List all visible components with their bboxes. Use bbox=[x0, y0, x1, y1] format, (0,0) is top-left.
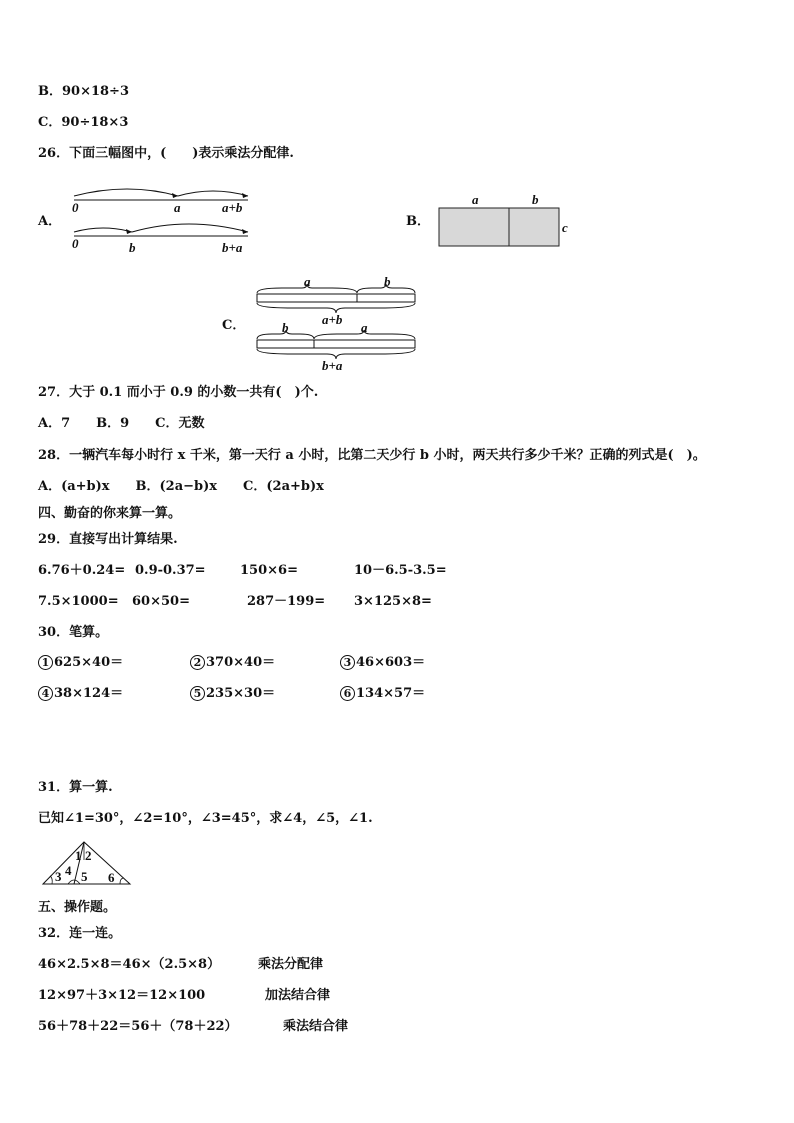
number-line-diagram-a bbox=[68, 184, 268, 256]
written-calc-expr: 370×40＝ bbox=[206, 655, 276, 670]
match-right-item: 乘法分配律 bbox=[258, 957, 324, 972]
diagram-c-bottom-a: a bbox=[361, 320, 368, 335]
diagram-b-label-c: c bbox=[562, 220, 568, 235]
diagram-a-top-a: a bbox=[174, 200, 181, 215]
calc-item: 60×50= bbox=[132, 594, 190, 609]
circled-number: 4 bbox=[38, 686, 53, 701]
circled-number: 1 bbox=[38, 655, 53, 670]
diagram-c-bottom-sum: b+a bbox=[322, 358, 343, 372]
calc-item: 10－6.5-3.5= bbox=[354, 563, 447, 578]
written-calc-item bbox=[190, 686, 275, 702]
rectangle-diagram-b bbox=[436, 192, 576, 250]
triangle-angle-diagram bbox=[40, 838, 134, 888]
diagram-b-label-b: b bbox=[532, 192, 539, 207]
question-26: 26．下面三幅图中，( )表示乘法分配律. bbox=[38, 146, 294, 161]
question-31-text: 已知∠1=30°，∠2=10°，∠3=45°，求∠4，∠5，∠1. bbox=[38, 811, 373, 826]
circled-number: 6 bbox=[340, 686, 355, 701]
written-calc-item bbox=[38, 686, 123, 702]
calc-item: 7.5×1000= bbox=[38, 594, 119, 609]
diagram-b-label-a: a bbox=[472, 192, 479, 207]
match-left-item: 12×97＋3×12＝12×100 bbox=[38, 988, 206, 1003]
match-right-item: 乘法结合律 bbox=[283, 1019, 349, 1034]
diagram-c-top-a: a bbox=[304, 276, 311, 289]
brace-diagram-c bbox=[252, 276, 422, 372]
written-calc-expr: 235×30＝ bbox=[206, 686, 276, 701]
diagram-a-bottom-b: b bbox=[129, 240, 136, 255]
circled-number: 2 bbox=[190, 655, 205, 670]
match-left-item: 56＋78＋22＝56＋（78＋22） bbox=[38, 1019, 238, 1034]
calc-item: 3×125×8= bbox=[354, 594, 432, 609]
calc-item: 6.76＋0.24= bbox=[38, 563, 126, 578]
diagram-a-top-0: 0 bbox=[72, 200, 79, 215]
angle-label-2: 2 bbox=[85, 848, 92, 863]
calc-item: 287－199= bbox=[247, 594, 326, 609]
angle-label-1: 1 bbox=[75, 848, 82, 863]
question-32: 32．连一连。 bbox=[38, 926, 122, 941]
question-28-options: A．(a+b)x B．(2a−b)x C．(2a+b)x bbox=[38, 479, 324, 494]
angle-label-5: 5 bbox=[81, 869, 88, 884]
written-calc-item bbox=[340, 686, 425, 702]
written-calc-expr: 46×603＝ bbox=[356, 655, 426, 670]
calc-item: 0.9-0.37= bbox=[135, 563, 206, 578]
question-28: 28．一辆汽车每小时行 x 千米，第一天行 a 小时，比第二天少行 b 小时，两天共行多少千米？正确的列式是( )。 bbox=[38, 448, 706, 463]
option-b-25: B．90×18÷3 bbox=[38, 84, 130, 99]
match-left-item: 46×2.5×8＝46×（2.5×8） bbox=[38, 957, 221, 972]
diagram-a-bottom-sum: b+a bbox=[222, 240, 243, 255]
written-calc-expr: 38×124＝ bbox=[54, 686, 124, 701]
diagram-c-top-sum: a+b bbox=[322, 312, 343, 327]
angle-label-3: 3 bbox=[55, 869, 62, 884]
diagram-a-top-sum: a+b bbox=[222, 200, 243, 215]
written-calc-expr: 134×57＝ bbox=[356, 686, 426, 701]
written-calc-expr: 625×40＝ bbox=[54, 655, 124, 670]
diagram-c-bottom-b: b bbox=[282, 320, 289, 335]
option-b-26-label: B． bbox=[406, 214, 430, 229]
section-5-heading: 五、操作题。 bbox=[38, 900, 117, 915]
calc-item: 150×6= bbox=[240, 563, 298, 578]
question-29: 29．直接写出计算结果. bbox=[38, 532, 178, 547]
diagram-a-bottom-0: 0 bbox=[72, 236, 79, 251]
angle-label-6: 6 bbox=[108, 870, 115, 885]
written-calc-item bbox=[340, 655, 425, 671]
circled-number: 5 bbox=[190, 686, 205, 701]
option-c-25: C．90÷18×3 bbox=[38, 115, 129, 130]
question-27-options: A．7 B．9 C．无数 bbox=[38, 416, 205, 431]
match-right-item: 加法结合律 bbox=[265, 988, 331, 1003]
section-4-heading: 四、勤奋的你来算一算。 bbox=[38, 506, 182, 521]
question-30: 30．笔算。 bbox=[38, 625, 109, 640]
option-a-26-label: A． bbox=[38, 214, 62, 229]
question-31: 31．算一算. bbox=[38, 780, 113, 795]
written-calc-item bbox=[38, 655, 123, 671]
written-calc-item bbox=[190, 655, 275, 671]
angle-label-4: 4 bbox=[65, 863, 72, 878]
circled-number: 3 bbox=[340, 655, 355, 670]
question-27: 27．大于 0.1 而小于 0.9 的小数一共有( )个. bbox=[38, 385, 319, 400]
diagram-c-top-b: b bbox=[384, 276, 391, 289]
option-c-26-label: C． bbox=[222, 318, 246, 333]
